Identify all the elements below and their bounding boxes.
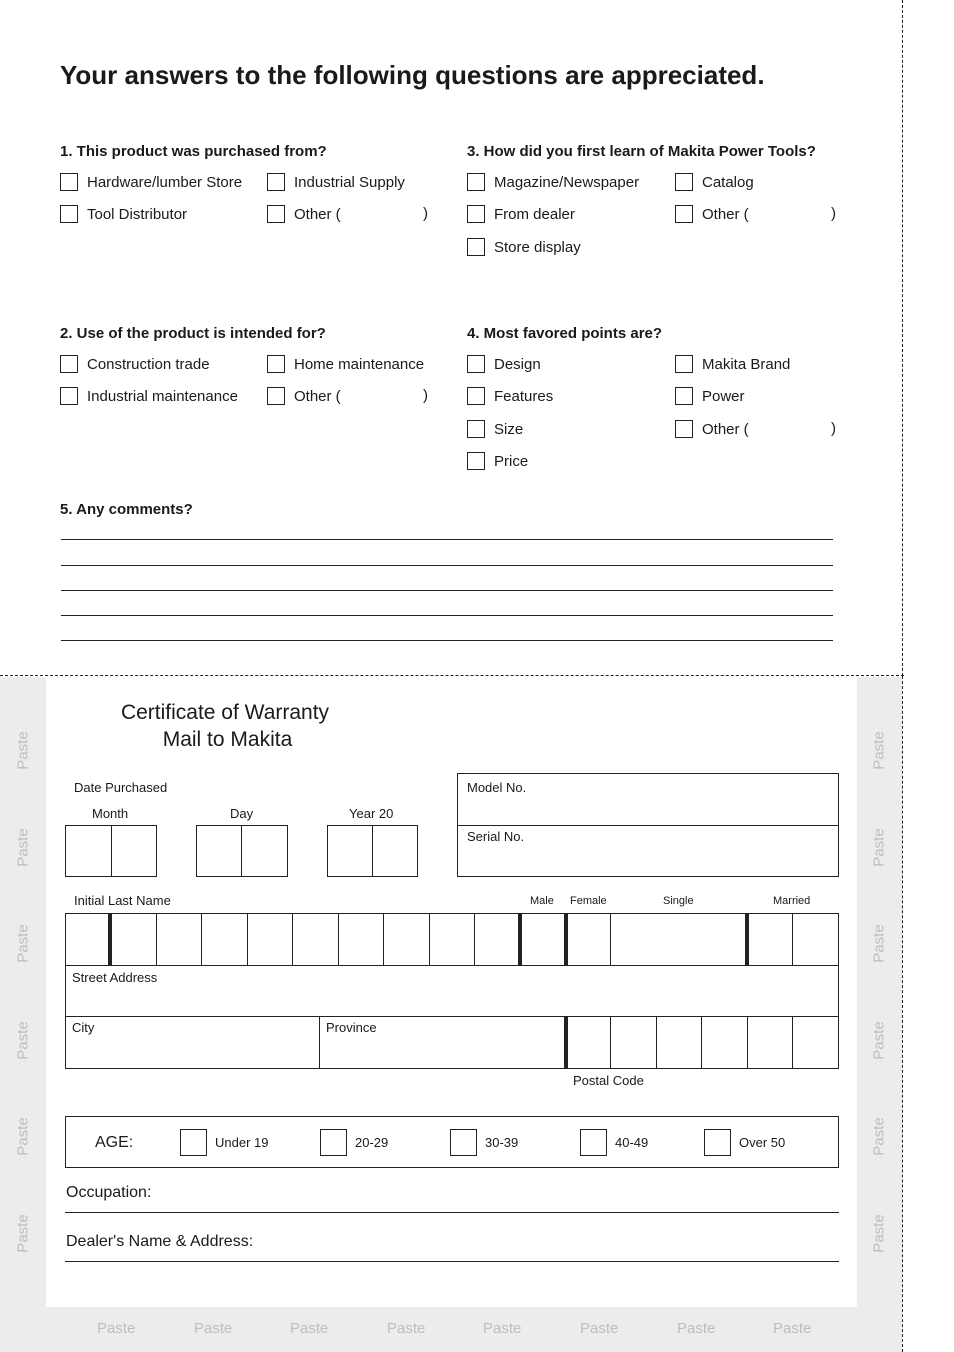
q4-other-close: ) bbox=[831, 420, 836, 437]
q1-option-other[interactable]: Other ( bbox=[267, 205, 341, 223]
dealer-line[interactable] bbox=[65, 1261, 839, 1262]
comment-line[interactable] bbox=[61, 640, 833, 641]
paste-label: Paste bbox=[14, 731, 32, 770]
q1-other-close: ) bbox=[423, 205, 428, 222]
age-20-29-label: 20-29 bbox=[355, 1135, 389, 1150]
q2-other-close: ) bbox=[423, 387, 428, 404]
comment-line[interactable] bbox=[61, 565, 833, 566]
checkbox[interactable] bbox=[60, 355, 78, 373]
paste-label: Paste bbox=[14, 924, 32, 963]
comment-line[interactable] bbox=[61, 590, 833, 591]
paste-label: Paste bbox=[14, 1021, 32, 1060]
paste-label: Paste bbox=[97, 1320, 136, 1337]
street-address-input[interactable] bbox=[66, 988, 838, 1015]
paste-label: Paste bbox=[870, 1117, 888, 1156]
initial-input[interactable] bbox=[66, 914, 108, 964]
age-under-19-label: Under 19 bbox=[215, 1135, 269, 1150]
paste-label: Paste bbox=[870, 731, 888, 770]
postal-code-input[interactable] bbox=[568, 1017, 838, 1068]
q4-option-power[interactable]: Power bbox=[675, 387, 745, 405]
female-checkbox[interactable] bbox=[568, 914, 610, 964]
age-40-49-label: 40-49 bbox=[615, 1135, 649, 1150]
checkbox[interactable] bbox=[675, 387, 693, 405]
question-2-label: 2. Use of the product is intended for? bbox=[60, 325, 326, 342]
q4-option-features[interactable]: Features bbox=[467, 387, 553, 405]
model-no-input[interactable] bbox=[458, 798, 838, 824]
q3-option-catalog[interactable]: Catalog bbox=[675, 173, 754, 191]
age-label: AGE: bbox=[95, 1134, 134, 1151]
day-label: Day bbox=[230, 806, 254, 821]
checkbox[interactable] bbox=[467, 387, 485, 405]
q3-option-store-display[interactable]: Store display bbox=[467, 238, 581, 256]
mail-to-makita: Mail to Makita bbox=[162, 728, 293, 751]
checkbox[interactable] bbox=[675, 205, 693, 223]
question-5-label: 5. Any comments? bbox=[60, 501, 193, 518]
age-20-29-checkbox[interactable] bbox=[320, 1129, 347, 1156]
comment-line[interactable] bbox=[61, 539, 833, 540]
q2-option-construction[interactable]: Construction trade bbox=[60, 355, 210, 373]
age-30-39-label: 30-39 bbox=[485, 1135, 519, 1150]
age-40-49-checkbox[interactable] bbox=[580, 1129, 607, 1156]
serial-no-label: Serial No. bbox=[467, 829, 525, 844]
paste-label: Paste bbox=[870, 1214, 888, 1253]
male-checkbox[interactable] bbox=[522, 914, 564, 964]
q4-option-makita-brand[interactable]: Makita Brand bbox=[675, 355, 790, 373]
paste-label: Paste bbox=[14, 1117, 32, 1156]
paste-label: Paste bbox=[677, 1320, 716, 1337]
checkbox[interactable] bbox=[60, 387, 78, 405]
age-over-50-checkbox[interactable] bbox=[704, 1129, 731, 1156]
checkbox[interactable] bbox=[467, 420, 485, 438]
vertical-cut-line-lower bbox=[902, 676, 903, 1352]
q3-option-magazine[interactable]: Magazine/Newspaper bbox=[467, 173, 639, 191]
paste-label: Paste bbox=[290, 1320, 329, 1337]
horizontal-cut-line bbox=[0, 675, 904, 676]
checkbox[interactable] bbox=[467, 238, 485, 256]
survey-title: Your answers to the following questions are appreciated. bbox=[60, 60, 765, 90]
model-no-label: Model No. bbox=[467, 780, 527, 795]
paste-label: Paste bbox=[483, 1320, 522, 1337]
q2-option-other[interactable]: Other ( bbox=[267, 387, 341, 405]
q4-option-size[interactable]: Size bbox=[467, 420, 523, 438]
age-under-19-checkbox[interactable] bbox=[180, 1129, 207, 1156]
question-1-label: 1. This product was purchased from? bbox=[60, 143, 327, 160]
serial-no-input[interactable] bbox=[458, 848, 838, 876]
occupation-line[interactable] bbox=[65, 1212, 839, 1213]
occupation-label: Occupation: bbox=[66, 1184, 152, 1201]
street-address-label: Street Address bbox=[72, 970, 158, 985]
date-purchased-label: Date Purchased bbox=[74, 780, 168, 795]
q3-option-other[interactable]: Other ( bbox=[675, 205, 749, 223]
last-name-input[interactable] bbox=[112, 914, 518, 964]
paste-label: Paste bbox=[773, 1320, 812, 1337]
q2-option-industrial-maintenance[interactable]: Industrial maintenance bbox=[60, 387, 238, 405]
q1-option-hardware[interactable]: Hardware/lumber Store bbox=[60, 173, 242, 191]
initial-last-name-label: Initial Last Name bbox=[74, 893, 171, 908]
q3-option-from-dealer[interactable]: From dealer bbox=[467, 205, 575, 223]
paste-label: Paste bbox=[870, 828, 888, 867]
paste-label: Paste bbox=[14, 1214, 32, 1253]
vertical-cut-line bbox=[902, 0, 903, 676]
single-checkbox[interactable] bbox=[611, 914, 745, 964]
married-checkbox[interactable] bbox=[749, 914, 838, 964]
dealer-label: Dealer's Name & Address: bbox=[66, 1233, 254, 1250]
age-30-39-checkbox[interactable] bbox=[450, 1129, 477, 1156]
q1-option-industrial-supply[interactable]: Industrial Supply bbox=[267, 173, 405, 191]
married-label: Married bbox=[773, 895, 811, 907]
checkbox[interactable] bbox=[267, 355, 285, 373]
postal-code-label: Postal Code bbox=[573, 1073, 644, 1088]
paste-label: Paste bbox=[387, 1320, 426, 1337]
city-label: City bbox=[72, 1020, 95, 1035]
day-input[interactable] bbox=[196, 825, 288, 877]
question-3-label: 3. How did you first learn of Makita Power Tools? bbox=[467, 143, 816, 160]
checkbox[interactable] bbox=[467, 452, 485, 470]
comment-line[interactable] bbox=[61, 615, 833, 616]
age-over-50-label: Over 50 bbox=[739, 1135, 786, 1150]
paste-label: Paste bbox=[194, 1320, 233, 1337]
paste-label: Paste bbox=[870, 924, 888, 963]
q4-option-other[interactable]: Other ( bbox=[675, 420, 749, 438]
checkbox[interactable] bbox=[267, 205, 285, 223]
checkbox[interactable] bbox=[675, 420, 693, 438]
checkbox[interactable] bbox=[467, 205, 485, 223]
female-label: Female bbox=[570, 895, 607, 907]
checkbox[interactable] bbox=[467, 355, 485, 373]
year-label: Year 20 bbox=[349, 806, 394, 821]
checkbox[interactable] bbox=[675, 355, 693, 373]
paste-label: Paste bbox=[14, 828, 32, 867]
male-label: Male bbox=[530, 895, 554, 907]
month-label: Month bbox=[92, 806, 129, 821]
question-4-label: 4. Most favored points are? bbox=[467, 325, 663, 342]
province-input[interactable] bbox=[320, 1038, 563, 1068]
certificate-title: Certificate of Warranty bbox=[120, 701, 330, 724]
checkbox[interactable] bbox=[267, 387, 285, 405]
single-label: Single bbox=[663, 895, 694, 907]
paste-label: Paste bbox=[870, 1021, 888, 1060]
q2-option-home-maintenance[interactable]: Home maintenance bbox=[267, 355, 424, 373]
q4-option-design[interactable]: Design bbox=[467, 355, 541, 373]
checkbox[interactable] bbox=[467, 173, 485, 191]
checkbox[interactable] bbox=[675, 173, 693, 191]
q1-option-tool-distributor[interactable]: Tool Distributor bbox=[60, 205, 187, 223]
province-label: Province bbox=[326, 1020, 377, 1035]
checkbox[interactable] bbox=[267, 173, 285, 191]
city-input[interactable] bbox=[66, 1038, 318, 1068]
checkbox[interactable] bbox=[60, 173, 78, 191]
q3-other-close: ) bbox=[831, 205, 836, 222]
checkbox[interactable] bbox=[60, 205, 78, 223]
paste-label: Paste bbox=[580, 1320, 619, 1337]
q4-option-price[interactable]: Price bbox=[467, 452, 528, 470]
